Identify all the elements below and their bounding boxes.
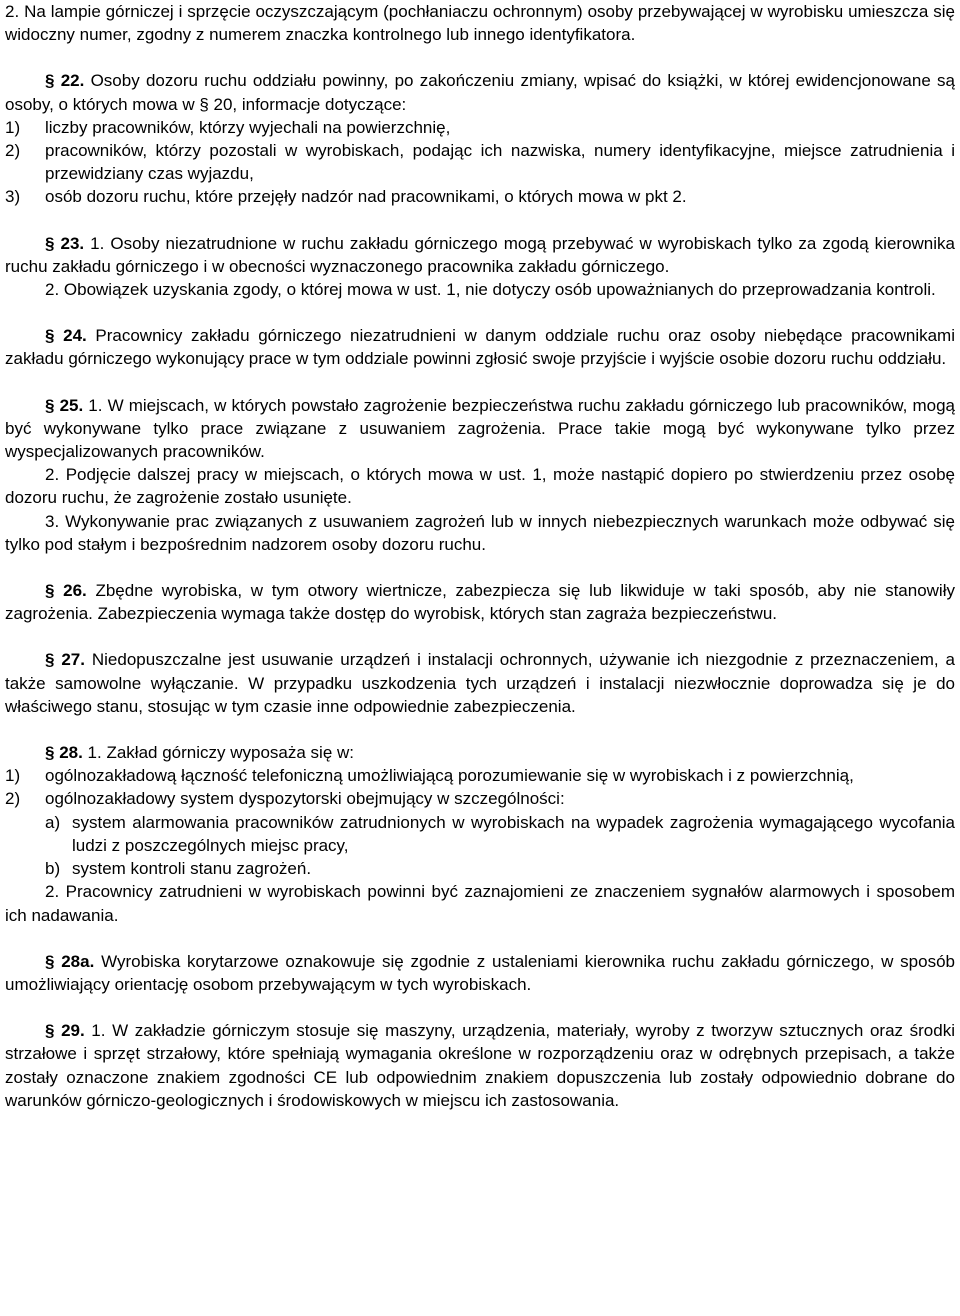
- list-item: [5, 185, 955, 208]
- sub-list-item-text: system kontroli stanu zagrożeń.: [72, 859, 312, 879]
- section-28-number: § 28.: [45, 743, 83, 763]
- list-item-number: 3): [5, 187, 21, 207]
- section-25-number: § 25.: [45, 395, 84, 415]
- list-item: [5, 139, 955, 185]
- section-29-number: § 29.: [45, 1021, 85, 1041]
- list-item-number: 2): [5, 789, 21, 809]
- list-item-text: pracowników, którzy pozostali w wyrobiskach, podając ich nazwiska, numery identyfikacyjne, miejsce zatrudnienia i przewidziany czas wyjazdu,: [45, 141, 955, 184]
- list-item: [5, 764, 955, 787]
- section-26-paragraph-1: § 26. Zbędne wyrobiska, w tym otwory wiertnicze, zabezpiecza się lub likwiduje w taki sposób, aby nie stanowiły zagrożenia. Zabezpieczenia wymaga także dostęp do wyrobisk, których stan zagraża bezpieczeństwu.: [5, 581, 955, 624]
- list-item-text: osób dozoru ruchu, które przejęły nadzór nad pracownikami, o których mowa w pkt 2.: [45, 187, 687, 207]
- section-24-paragraph-1: § 24. Pracownicy zakładu górniczego niezatrudnieni w danym oddziale ruchu oraz osoby niebędące pracownikami zakładu górniczego wykonujący prace w tym oddziale powinni zgłosić swoje przyjście i wyjście osobie dozoru ruchu oddziału.: [5, 326, 955, 369]
- section-28-paragraph-2: 2. Pracownicy zatrudnieni w wyrobiskach powinni być zaznajomieni ze znaczeniem sygnałów alarmowych i sposobem ich nadawania.: [5, 882, 955, 925]
- section-28-intro: § 28. 1. Zakład górniczy wyposaża się w:: [45, 743, 354, 763]
- paragraph-21-2: 2. Na lampie górniczej i sprzęcie oczyszczającym (pochłaniaczu ochronnym) osoby przebywającej w wyrobisku umieszcza się widoczny numer, zgodny z numerem znaczka kontrolnego lub innego identyfikatora.: [5, 2, 955, 45]
- list-item-text: ogólnozakładową łączność telefoniczną umożliwiającą porozumiewanie się w wyrobiskach i z powierzchnią,: [45, 766, 854, 786]
- section-28a-number: § 28a.: [45, 951, 95, 971]
- section-25-paragraph-2: 2. Podjęcie dalszej pracy w miejscach, o których mowa w ust. 1, może nastąpić dopiero po stwierdzeniu przez osobę dozoru ruchu, że zagrożenie zostało usunięte.: [5, 465, 955, 508]
- sub-list-item-text: system alarmowania pracowników zatrudnionych w wyrobiskach na wypadek zagrożenia wymagającego wycofania ludzi z poszczególnych miejsc pracy,: [72, 812, 955, 855]
- section-25-paragraph-3: 3. Wykonywanie prac związanych z usuwaniem zagrożeń lub w innych niebezpiecznych warunkach może odbywać się tylko pod stałym i bezpośrednim nadzorem osoby dozoru ruchu.: [5, 511, 955, 554]
- list-item: [5, 116, 955, 139]
- section-27-paragraph-1: § 27. Niedopuszczalne jest usuwanie urządzeń i instalacji ochronnych, używanie ich niezgodnie z przeznaczeniem, a także samowolne wyłączanie. W przypadku uszkodzenia tych urządzeń i instalacji niezwłocznie doprowadza się je do właściwego stanu, stosując w tym czasie inne odpowiednie zabezpieczenia.: [5, 650, 955, 716]
- sub-list-item-letter: b): [45, 859, 61, 879]
- section-28a-paragraph-1: § 28a. Wyrobiska korytarzowe oznakowuje się zgodnie z ustaleniami kierownika ruchu zakładu górniczego, w sposób umożliwiający orientację osobom przebywającym w tych wyrobiskach.: [5, 951, 955, 994]
- list-item-number: 1): [5, 117, 21, 137]
- section-27-number: § 27.: [45, 650, 85, 670]
- list-item-text: ogólnozakładowy system dyspozytorski obejmujący w szczególności:: [45, 789, 565, 809]
- section-25-paragraph-1: § 25. 1. W miejscach, w których powstało zagrożenie bezpieczeństwa ruchu zakładu górniczego lub pracowników, mogą być wykonywane tylko prace związane z usuwaniem zagrożenia. Prace takie mogą być wykonywane tylko przez wyspecjalizowanych pracowników.: [5, 395, 955, 462]
- list-item-text: liczby pracowników, którzy wyjechali na powierzchnię,: [45, 117, 451, 137]
- section-29-paragraph-1: § 29. 1. W zakładzie górniczym stosuje się maszyny, urządzenia, materiały, wyroby z tworzyw sztucznych oraz środki strzałowe i sprzęt strzałowy, które spełniają wymagania określone w rozporządzeniu oraz w odrębnych przepisach, a także zostały oznaczone znakiem zgodności CE lub odpowiednim znakiem dopuszczenia lub zostały odpowiednio dobrane do warunków górniczo-geologicznych i środowiskowych w miejscu ich zastosowania.: [5, 1021, 955, 1110]
- list-item: [5, 787, 955, 810]
- section-23-paragraph-1: § 23. 1. Osoby niezatrudnione w ruchu zakładu górniczego mogą przebywać w wyrobiskach tylko za zgodą kierownika ruchu zakładu górniczego i w obecności wyznaczonego pracownika zakładu górniczego.: [5, 233, 955, 276]
- section-22-number: § 22.: [45, 71, 85, 91]
- list-item-number: 2): [5, 141, 21, 161]
- section-22-intro: § 22. Osoby dozoru ruchu oddziału powinny, po zakończeniu zmiany, wpisać do książki, w której ewidencjonowane są osoby, o których mowa w § 20, informacje dotyczące:: [5, 71, 955, 114]
- section-24-number: § 24.: [45, 326, 87, 346]
- section-23-number: § 23.: [45, 233, 85, 253]
- section-23-paragraph-2: 2. Obowiązek uzyskania zgody, o której mowa w ust. 1, nie dotyczy osób upoważnianych do przeprowadzania kontroli.: [45, 280, 936, 300]
- section-26-number: § 26.: [45, 581, 87, 601]
- sub-list-item: [45, 811, 955, 857]
- list-item-number: 1): [5, 766, 21, 786]
- sub-list-item: [45, 857, 955, 880]
- sub-list-item-letter: a): [45, 812, 61, 832]
